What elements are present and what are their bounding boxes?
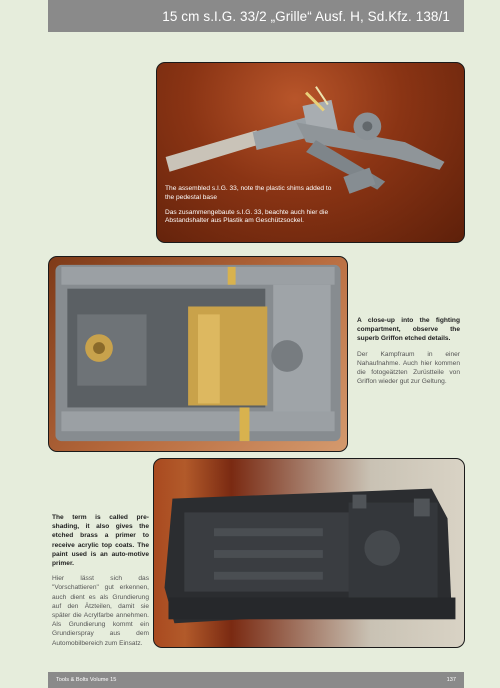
photo-assembled-gun xyxy=(156,62,465,243)
caption-photo3-en: The term is called pre-shading, it also gives the etched brass a primer to receive acrylic top coats. The paint used is an auto-motive primer. xyxy=(52,514,149,568)
caption-photo3 xyxy=(52,513,149,648)
footer-publication: Tools & Bolts Volume 15 xyxy=(56,677,117,683)
page-title: 15 cm s.I.G. 33/2 „Grille“ Ausf. H, Sd.Kfz. 138/1 xyxy=(162,8,450,24)
photo-fighting-compartment xyxy=(48,256,348,452)
page-number: 137 xyxy=(446,677,456,683)
caption-photo2 xyxy=(357,316,460,386)
preshaded-model-image xyxy=(154,459,464,647)
photo-pre-shading xyxy=(153,458,465,648)
caption-photo1-de: Das zusammengebaute s.I.G. 33, beachte auch hier die Abstandshalter aus Plastik am Geschützsockel. xyxy=(165,208,329,225)
caption-photo1-en: The assembled s.I.G. 33, note the plastic shims added to the pedestal base xyxy=(165,185,332,201)
caption-photo2-de: Der Kampfraum in einer Nahaufnahme. Auch hier kommen die fotogeätzten Zurüstteile von Griffon wieder gut zur Geltung. xyxy=(357,350,460,386)
page-footer xyxy=(48,672,464,688)
caption-photo2-en: A close-up into the fighting compartment, observe the superb Griffon etched details. xyxy=(357,317,460,343)
caption-photo3-de: Hier lässt sich das "Vorschattieren" gut erkennen, auch dient es als Grundierung auf den Ätzteilen, damit sie später die Acrylfarbe annehmen. Als Grundierung kommt ein Grundierspray aus dem Automobilbereich zum Einsatz. xyxy=(52,575,149,647)
compartment-model-image xyxy=(49,257,347,451)
caption-photo1 xyxy=(165,185,335,226)
page-header xyxy=(48,0,464,32)
